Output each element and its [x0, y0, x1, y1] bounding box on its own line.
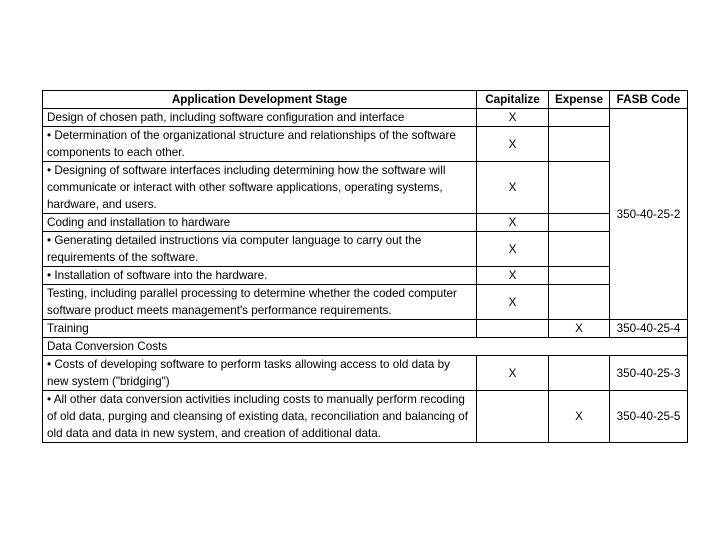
- fasb-code: 350-40-25-3: [610, 356, 688, 391]
- capitalize-mark: X: [477, 214, 549, 232]
- stage-text: • All other data conversion activities including costs to manually perform recoding of old data, purging and cleansing of existing data, reconciliation and balancing of old data and data in new system, and creation of additional data.: [43, 391, 477, 443]
- capitalize-mark: X: [477, 232, 549, 267]
- header-fasb-code: FASB Code: [610, 91, 688, 109]
- capitalize-mark: X: [477, 356, 549, 391]
- header-row: [43, 91, 688, 109]
- expense-mark: X: [549, 320, 610, 338]
- expense-mark: [549, 109, 610, 127]
- stage-text: Design of chosen path, including software configuration and interface: [43, 109, 477, 127]
- table-row: [43, 267, 688, 285]
- stage-text: • Installation of software into the hardware.: [43, 267, 477, 285]
- expense-mark: [549, 232, 610, 267]
- expense-mark: X: [549, 391, 610, 443]
- table-row: [43, 391, 688, 443]
- section-title: Data Conversion Costs: [43, 338, 688, 356]
- expense-mark: [549, 285, 610, 320]
- fasb-code: 350-40-25-5: [610, 391, 688, 443]
- header-capitalize: Capitalize: [477, 91, 549, 109]
- capitalization-table: [42, 90, 688, 443]
- expense-mark: [549, 214, 610, 232]
- capitalize-mark: X: [477, 267, 549, 285]
- capitalize-mark: X: [477, 162, 549, 214]
- capitalize-mark: [477, 320, 549, 338]
- header-expense: Expense: [549, 91, 610, 109]
- capitalize-mark: X: [477, 127, 549, 162]
- stage-text: • Determination of the organizational structure and relationships of the software components to each other.: [43, 127, 477, 162]
- table-row: [43, 232, 688, 267]
- stage-text: • Costs of developing software to perform tasks allowing access to old data by new system ("bridging"): [43, 356, 477, 391]
- stage-text: Testing, including parallel processing to determine whether the coded computer software product meets management's performance requirements.: [43, 285, 477, 320]
- table-row: [43, 109, 688, 127]
- table-row: [43, 127, 688, 162]
- expense-mark: [549, 127, 610, 162]
- expense-mark: [549, 356, 610, 391]
- header-stage: Application Development Stage: [43, 91, 477, 109]
- stage-text: • Generating detailed instructions via computer language to carry out the requirements of the software.: [43, 232, 477, 267]
- expense-mark: [549, 162, 610, 214]
- capitalize-mark: X: [477, 285, 549, 320]
- capitalize-mark: [477, 391, 549, 443]
- expense-mark: [549, 267, 610, 285]
- fasb-code: 350-40-25-2: [610, 109, 688, 320]
- stage-text: Training: [43, 320, 477, 338]
- table-row: [43, 285, 688, 320]
- table-row: [43, 162, 688, 214]
- stage-text: Coding and installation to hardware: [43, 214, 477, 232]
- capitalize-mark: X: [477, 109, 549, 127]
- section-row: [43, 338, 688, 356]
- fasb-code: 350-40-25-4: [610, 320, 688, 338]
- table-row: [43, 214, 688, 232]
- table-row: [43, 356, 688, 391]
- table-row: [43, 320, 688, 338]
- stage-text: • Designing of software interfaces including determining how the software will communicate or interact with other software applications, operating systems, hardware, and users.: [43, 162, 477, 214]
